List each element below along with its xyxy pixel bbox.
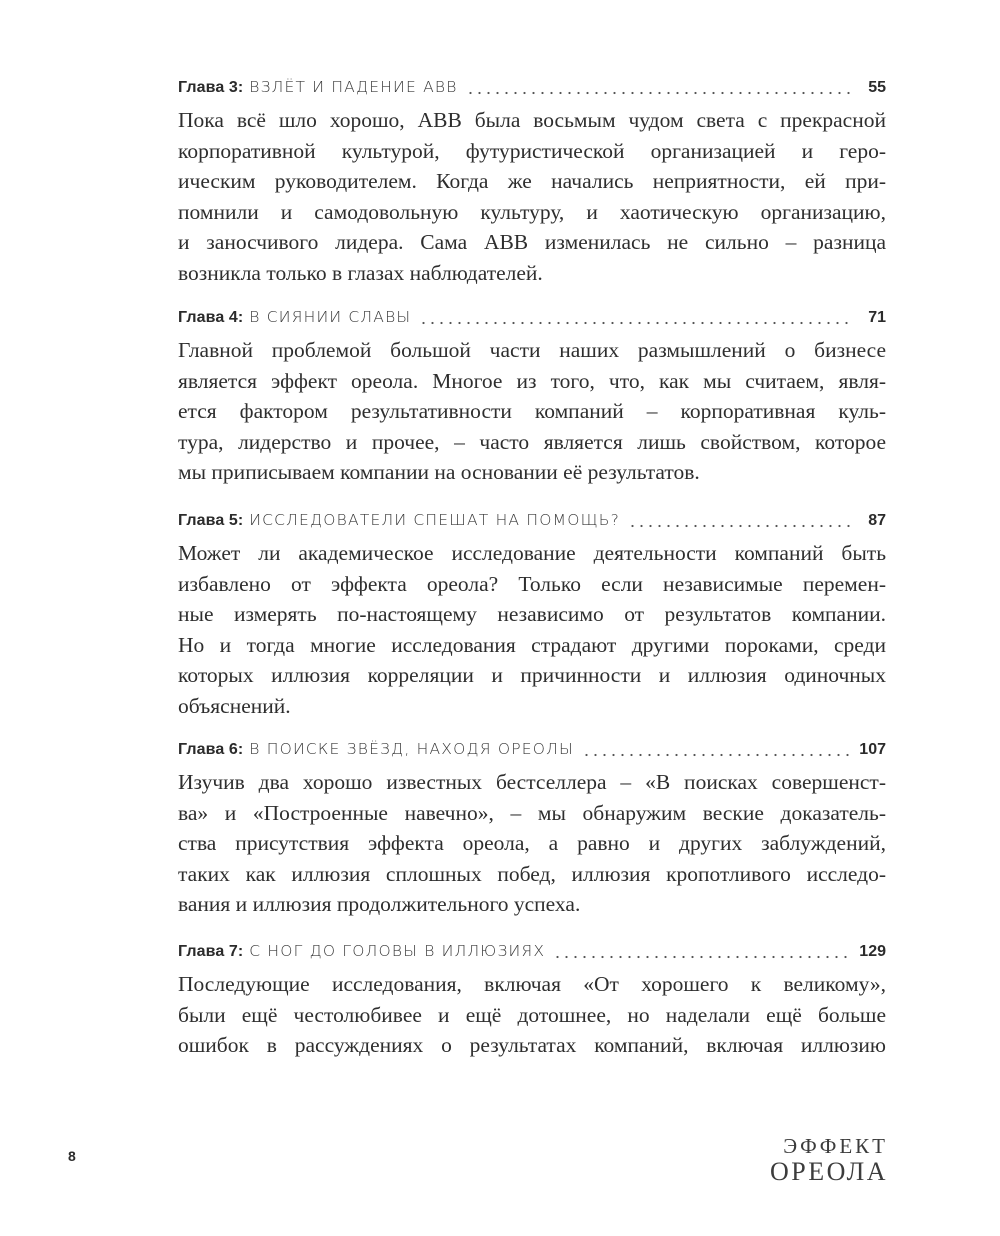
summary-line: которых иллюзия корреляции и причинности и иллюзия одиночных <box>178 663 886 687</box>
chapter-page-number: 71 <box>868 309 886 326</box>
summary-line: Главной проблемой большой части наших размышлений о бизнесе <box>178 338 886 362</box>
summary-line: мы приписываем компании на основании её результатов. <box>178 460 700 484</box>
toc-entry-chapter-5 <box>178 509 886 721</box>
summary-line: вания и иллюзия продолжительного успеха. <box>178 892 581 916</box>
running-title <box>770 1136 888 1185</box>
toc-heading[interactable]: Глава 5 : ИССЛЕДОВАТЕЛИ СПЕШАТ НА ПОМОЩЬ? 87 <box>178 509 886 532</box>
toc-heading[interactable]: Глава 6 : В ПОИСКЕ ЗВЁЗД, НАХОДЯ ОРЕОЛЫ 107 <box>178 738 886 761</box>
chapter-summary <box>178 767 886 920</box>
toc-entry-chapter-3 <box>178 76 886 288</box>
chapter-label: Глава 7 <box>178 943 238 960</box>
toc-entry-chapter-6 <box>178 738 886 920</box>
summary-line: является эффект ореола. Многое из того, что, как мы считаем, явля- <box>178 368 886 393</box>
toc-heading[interactable]: Глава 3 : ВЗЛЁТ И ПАДЕНИЕ ABB 55 <box>178 76 886 99</box>
toc-entry-chapter-7 <box>178 940 886 1061</box>
dot-leader <box>466 91 852 95</box>
summary-line: объяснений. <box>178 693 291 718</box>
dot-leader <box>553 955 849 959</box>
summary-line: тура, лидерство и прочее, – часто является лишь свойством, которое <box>178 429 886 454</box>
chapter-label: Глава 4 <box>178 309 238 326</box>
toc-heading[interactable]: Глава 4 : В СИЯНИИ СЛАВЫ 71 <box>178 306 886 329</box>
chapter-title: С НОГ ДО ГОЛОВЫ В ИЛЛЮЗИЯХ <box>249 942 546 960</box>
summary-line: Последующие исследования, включая «От хорошего к великому», <box>178 972 886 996</box>
chapter-title: ВЗЛЁТ И ПАДЕНИЕ ABB <box>249 78 458 96</box>
summary-line: ные измерять по-настоящему независимо от результатов компании. <box>178 602 886 626</box>
chapter-page-number: 87 <box>868 512 886 529</box>
chapter-summary <box>178 538 886 721</box>
summary-line: были ещё честолюбивее и ещё дотошнее, но наделали ещё больше <box>178 1002 886 1027</box>
dot-leader <box>582 753 849 757</box>
summary-line: и заносчивого лидера. Сама ABB изменилась не сильно – разница <box>178 230 886 254</box>
summary-line: корпоративной культурой, футуристической организацией и геро- <box>178 138 886 163</box>
chapter-summary <box>178 335 886 488</box>
toc-entry-chapter-4 <box>178 306 886 488</box>
summary-line: Пока всё шло хорошо, ABB была восьмым чудом света с прекрасной <box>178 108 886 132</box>
chapter-summary <box>178 969 886 1061</box>
summary-line: избавлено от эффекта ореола? Только если независимые перемен- <box>178 571 886 596</box>
chapter-title: ИССЛЕДОВАТЕЛИ СПЕШАТ НА ПОМОЩЬ? <box>249 511 621 529</box>
summary-line: ва» и «Построенные навечно», – мы обнаружим веские доказатель- <box>178 800 886 825</box>
chapter-page-number: 129 <box>859 943 886 960</box>
chapter-page-number: 55 <box>868 79 886 96</box>
running-title-top: ЭФФЕКТ <box>783 1134 888 1158</box>
dot-leader <box>628 524 852 528</box>
page-number: 8 <box>68 1148 76 1164</box>
summary-line: ошибок в рассуждениях о результатах компаний, включая иллюзию <box>178 1033 886 1057</box>
summary-line: Но и тогда многие исследования страдают другими пороками, среди <box>178 632 886 657</box>
chapter-title: В СИЯНИИ СЛАВЫ <box>249 308 412 326</box>
chapter-label: Глава 5 <box>178 512 238 529</box>
dot-leader <box>419 321 852 325</box>
summary-line: возникла только в глазах наблюдателей. <box>178 260 543 285</box>
chapter-label: Глава 6 <box>178 741 238 758</box>
chapter-title: В ПОИСКЕ ЗВЁЗД, НАХОДЯ ОРЕОЛЫ <box>249 740 574 758</box>
summary-line: таких как иллюзия сплошных побед, иллюзия кропотливого исследо- <box>178 861 886 886</box>
chapter-summary <box>178 105 886 288</box>
chapter-label: Глава 3 <box>178 79 238 96</box>
toc-heading[interactable]: Глава 7 : С НОГ ДО ГОЛОВЫ В ИЛЛЮЗИЯХ 129 <box>178 940 886 963</box>
summary-line: помнили и самодовольную культуру, и хаотическую организацию, <box>178 199 886 224</box>
chapter-page-number: 107 <box>859 741 886 758</box>
running-title-bottom: ОРЕОЛА <box>769 1157 888 1186</box>
summary-line: ства присутствия эффекта ореола, а равно и других заблуждений, <box>178 831 886 855</box>
summary-line: ется фактором результативности компаний – корпоративная куль- <box>178 399 886 423</box>
summary-line: ическим руководителем. Когда же начались неприятности, ей при- <box>178 169 886 193</box>
summary-line: Может ли академическое исследование деятельности компаний быть <box>178 541 886 565</box>
summary-line: Изучив два хорошо известных бестселлера – «В поисках совершенст- <box>178 770 886 794</box>
